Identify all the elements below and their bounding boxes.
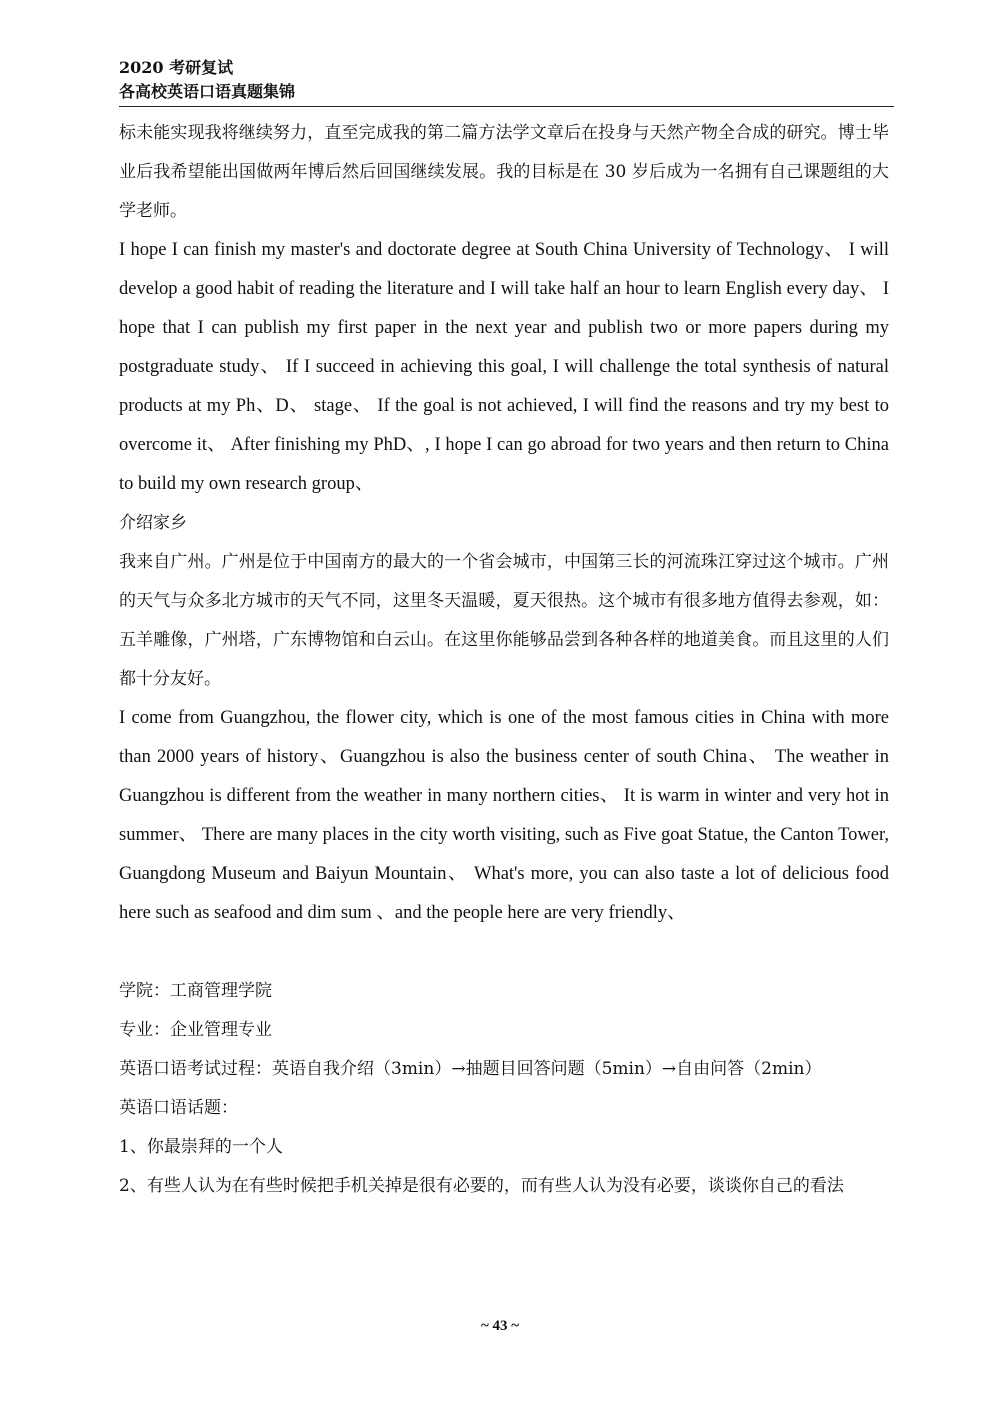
chinese-paragraph-hometown: 我来自广州。广州是位于中国南方的最大的一个省会城市，中国第三长的河流珠江穿过这个城市。广州的天气与众多北方城市的天气不同，这里冬天温暖，夏天很热。这个城市有很多地方值得去参观，如：五羊雕像，广州塔，广东博物馆和白云山。在这里你能够品尝到各种各样的地道美食。而且这里的人们都十分友好。 [119,552,889,689]
section-heading-hometown: 介绍家乡 [119,513,187,533]
header-divider [119,106,894,107]
topic-item-1: 1、你最崇拜的一个人 [119,1137,283,1157]
major-line: 专业：企业管理专业 [119,1020,272,1040]
header-title-line-1: 2020 考研复试 [119,58,234,77]
english-paragraph-hometown: I come from Guangzhou, the flower city, which is one of the most famous cities in China with more than 2000 years of history、Guangzhou is also the business center of south China、 The weather in Guangzhou is different from the weather in many northern cities、 It is warm in winter and very hot in summer、 There are many places in the city worth visiting, such as Five goat Statue, the Canton Tower, Guangdong Museum and Baiyun Mountain、 What's more, you can also taste a lot of delicious food here such as seafood and dim sum 、and the people here are very friendly、 [119,708,889,923]
page-body [119,114,889,1206]
school-line: 学院：工商管理学院 [119,981,272,1001]
english-paragraph-goals: I hope I can finish my master's and doctorate degree at South China University of Technology、 I will develop a good habit of reading the literature and I will take half an hour to learn English every day、 I hope that I can publish my first paper in the next year and publish two or more papers during my postgraduate study、 If I succeed in achieving this goal, I will challenge the total synthesis of natural products at my Ph、D、 stage、 If the goal is not achieved, I will find the reasons and try my best to overcome it、 After finishing my PhD、, I hope I can go abroad for two years and then return to China to build my own research group、 [119,240,889,494]
blank-line [119,933,889,972]
topics-heading: 英语口语话题： [119,1098,238,1118]
header-title-line-2: 各高校英语口语真题集锦 [119,82,296,101]
topic-item-2: 2、有些人认为在有些时候把手机关掉是很有必要的，而有些人认为没有必要，谈谈你自己的看法 [119,1176,844,1196]
page-number: ~ 43 ~ [480,1318,520,1334]
exam-process-line: 英语口语考试过程：英语自我介绍（3min）→抽题目回答问题（5min）→自由问答（2min） [119,1059,822,1079]
chinese-paragraph-goals: 标未能实现我将继续努力，直至完成我的第二篇方法学文章后在投身与天然产物全合成的研究。博士毕业后我希望能出国做两年博后然后回国继续发展。我的目标是在 30 岁后成为一名拥有自己课题组的大学老师。 [119,123,889,221]
page-header [119,56,894,104]
